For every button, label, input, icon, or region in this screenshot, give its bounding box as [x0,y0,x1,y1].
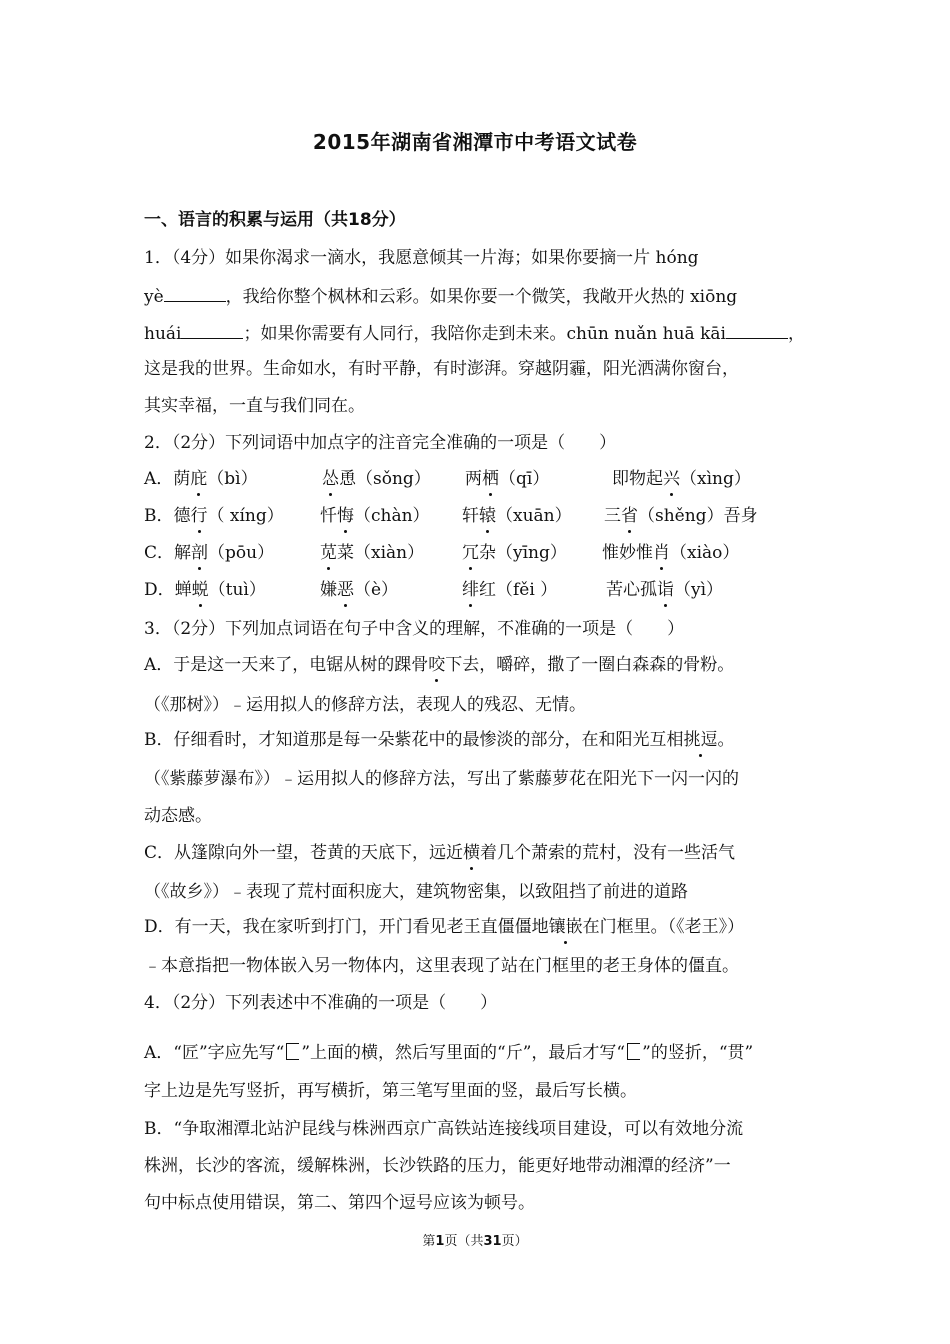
q3-d-line-2: ﹣本意指把一物体嵌入另一物体内，这里表现了站在门框里的老王身体的僵直。 [144,956,739,976]
answer-blank-1[interactable] [164,287,226,302]
q1-pinyin-2: huái [144,324,182,344]
q1-pinyin-1: yè [144,287,164,307]
q1-line-1: 1．（4分）如果你渴求一滴水，我愿意倾其一片海；如果你要摘一片 hóng [144,248,699,268]
q4-b-line-1: B．“争取湘潭北站沪昆线与株洲西京广高铁站连接线项目建设，可以有效地分流 [144,1119,744,1139]
radical-fang-icon [627,1043,640,1060]
q2-stem: 2．（2分）下列词语中加点字的注音完全准确的一项是（ ） [144,433,617,453]
q3-b-line-3: 动态感。 [144,806,212,826]
q4-b-line-2: 株洲，长沙的客流，缓解株洲，长沙铁路的压力，能更好地带动湘潭的经济”一 [144,1156,731,1176]
q1-line-5: 其实幸福，一直与我们同在。 [144,396,365,416]
q3-a-line-2: （《那树》）﹣运用拟人的修辞方法，表现人的残忍、无情。 [144,695,586,715]
page-number: 1 [435,1234,445,1249]
section-heading: 一、语言的积累与运用（共18分） [144,210,406,230]
q4-a-line-1: A．“匠”字应先写“ ”上面的横，然后写里面的“斤”，最后才写“ ”的竖折，“贯” [144,1043,754,1063]
q3-c-line-2: （《故乡》）﹣表现了荒村面积庞大，建筑物密集，以致阻挡了前进的道路 [144,882,688,902]
q1-line-4: 这是我的世界。生命如水，有时平静，有时澎湃。穿越阴霾，阳光洒满你窗台， [144,359,739,379]
q1-line-3 [144,324,805,343]
q4-stem: 4．（2分）下列表述中不准确的一项是（ ） [144,993,498,1013]
answer-blank-3[interactable] [726,324,788,339]
q1-text-3: ；如果你需要有人同行，我陪你走到未来。chūn nuǎn huā kāi [243,324,726,344]
answer-blank-2[interactable] [181,324,243,339]
q3-b-line-1: B．仔细看时，才知道那是每一朵紫花中的最惨淡的部分，在和阳光互相挑逗。 [144,730,735,750]
page-total: 31 [483,1234,502,1249]
q3-d-line-1: D．有一天，我在家听到打门，开门看见老王直僵僵地镶嵌在门框里。（《老王》） [144,917,745,937]
q3-stem: 3．（2分）下列加点词语在句子中含义的理解，不准确的一项是（ ） [144,619,685,639]
q3-a-line-1: A．于是这一天来了，电锯从树的踝骨咬下去，嚼碎，撒了一圈白森森的骨粉。 [144,655,735,675]
q4-b-line-3: 句中标点使用错误，第二、第四个逗号应该为顿号。 [144,1193,535,1213]
page-title: 2015年湖南省湘潭市中考语文试卷 [312,130,638,154]
radical-fang-icon [286,1043,299,1060]
q4-a-line-2: 字上边是先写竖折，再写横折，第三笔写里面的竖，最后写长横。 [144,1081,637,1101]
q3-b-line-2: （《紫藤萝瀑布》）﹣运用拟人的修辞方法，写出了紫藤萝花在阳光下一闪一闪的 [144,769,739,789]
page-footer: 第1页（共31页） [422,1234,528,1249]
q1-text-3-end: ， [787,324,805,344]
exam-page: 2015年湖南省湘潭市中考语文试卷 一、语言的积累与运用（共18分） 1．（4分）如果你渴求一滴水，我愿意倾其一片海；如果你要摘一片 hóng yè ，我给你整个枫林和云彩。如果你要一个微笑，我敞开火热的 xiōng huái ；如果你需要有人同行，我陪你走到未来。chūn nuǎn huā kāi ， 这是我的世界。生命如水，有时平静，有时澎湃。穿越阴霾，阳光洒满你窗台， 其实幸福，一直与我们同在。 2．（2分）下列词语中加点字的注音完全准确的一项是（ ） A．荫庇（bì） 怂恿（sǒng） 两栖（qī） 即物起兴（xìng） B．德行（ xíng） 忏悔（chàn） 轩辕（xuān） 三省（shěng）吾身 C．解剖（pōu） 苋菜（xiàn） 冗杂（yīng） 惟妙惟肖（xiào） D．蝉蜕（tuì） 嫌恶（è） 绯红（fěi ） 苦心孤诣（yì） 3．（2分）下列加点词语在句子中含义的理解，不准确的一项是（ ） A．于是这一天来了，电锯从树的踝骨咬下去，嚼碎，撒了一圈白森森的骨粉。 （《那树》）﹣运用拟人的修辞方法，表现人的残忍、无情。 B．仔细看时，才知道那是每一朵紫花中的最惨淡的部分，在和阳光互相挑逗。 （《紫藤萝瀑布》）﹣运用拟人的修辞方法，写出了紫藤萝花在阳光下一闪一闪的 动态感。 C．从篷隙向外一望，苍黄的天底下，远近横着几个萧索的荒村，没有一些活气 （《故乡》）﹣表现了荒村面积庞大，建筑物密集，以致阻挡了前进的道路 D．有一天，我在家听到打门，开门看见老王直僵僵地镶嵌在门框里。（《老王》） ﹣本意指把一物体嵌入另一物体内，这里表现了站在门框里的老王身体的僵直。 4．（2分）下列表述中不准确的一项是（ ） A．“匠”字应先写“ ”上面的横，然后写里面的“斤”，最后才写“ ”的竖折，“贯” 字上边是先写竖折，再写横折，第三笔写里面的竖，最后写长横。 B．“争取湘潭北站沪昆线与株洲西京广高铁站连接线项目建设，可以有效地分流 株洲，长沙的客流，缓解株洲，长沙铁路的压力，能更好地带动湘潭的经济”一 句中标点使用错误，第二、第四个逗号应该为顿号。 第1页（共31页） [0,0,950,1344]
q1-line-2 [144,287,737,306]
q1-text-2: ，我给你整个枫林和云彩。如果你要一个微笑，我敞开火热的 xiōng [225,287,738,307]
q3-c-line-1: C．从篷隙向外一望，苍黄的天底下，远近横着几个萧索的荒村，没有一些活气 [144,843,736,863]
